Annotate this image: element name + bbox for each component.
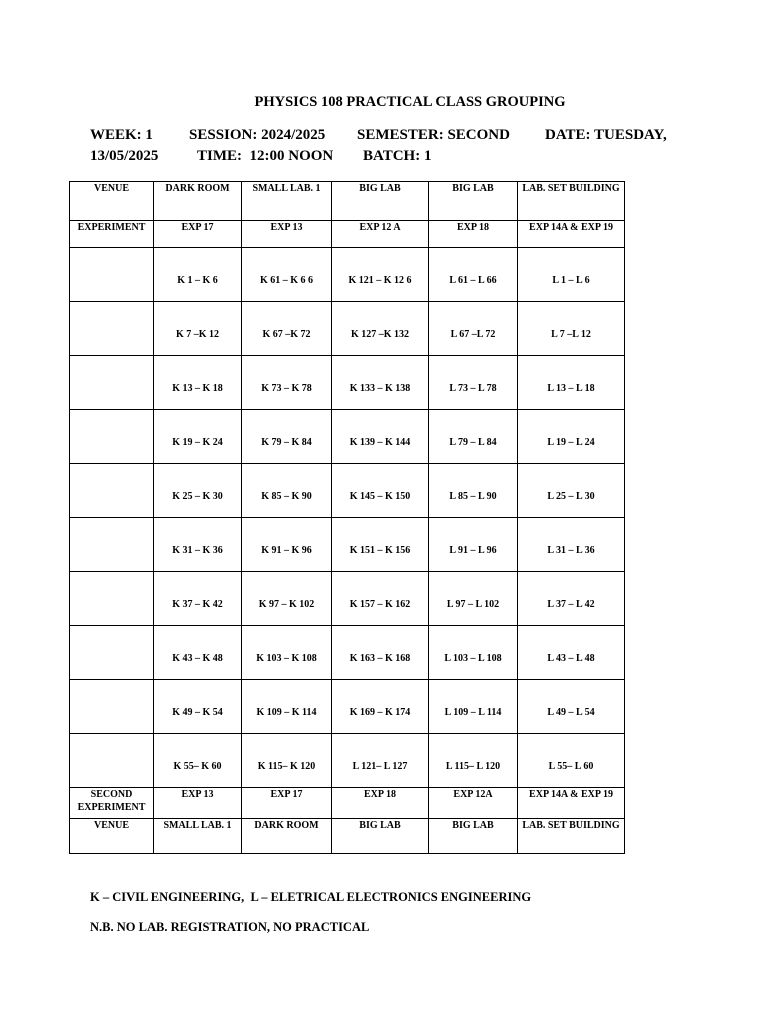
group-cell xyxy=(154,248,242,302)
venue-row xyxy=(70,182,625,221)
group-cell xyxy=(518,734,625,788)
group-cell xyxy=(242,410,332,464)
group-cell xyxy=(154,572,242,626)
group-cell xyxy=(332,518,429,572)
group-range: L 67 –L 72 xyxy=(450,329,496,340)
group-cell xyxy=(154,734,242,788)
group-range: K 133 – K 138 xyxy=(349,383,411,394)
grouping-table xyxy=(69,181,625,854)
empty-cell xyxy=(70,302,154,356)
group-range: L 55– L 60 xyxy=(548,761,594,772)
group-range: K 97 – K 102 xyxy=(258,599,315,610)
group-range: K 121 – K 12 6 xyxy=(348,275,412,286)
second-venue-cell: BIG LAB xyxy=(332,819,429,854)
group-cell xyxy=(154,518,242,572)
venue-cell: BIG LAB xyxy=(332,182,429,221)
group-cell xyxy=(518,464,625,518)
group-range: K 55– K 60 xyxy=(173,761,222,772)
group-range: K 103 – K 108 xyxy=(256,653,317,664)
group-range: K 85 – K 90 xyxy=(261,491,312,502)
group-cell xyxy=(154,464,242,518)
group-range: L 31 – L 36 xyxy=(547,545,595,556)
table-row xyxy=(70,518,625,572)
second-experiment-cell: EXP 12A xyxy=(429,788,518,819)
group-cell xyxy=(242,734,332,788)
group-range: K 49 – K 54 xyxy=(172,707,223,718)
group-range: K 1 – K 6 xyxy=(177,275,218,286)
group-range: L 19 – L 24 xyxy=(547,437,595,448)
group-cell xyxy=(429,626,518,680)
table-row xyxy=(70,572,625,626)
document-title: PHYSICS 108 PRACTICAL CLASS GROUPING xyxy=(254,94,566,110)
time-label: TIME: 12:00 NOON xyxy=(197,148,334,164)
table-row xyxy=(70,734,625,788)
group-range: L 79 – L 84 xyxy=(449,437,497,448)
second-experiment-label-cell: SECOND EXPERIMENT xyxy=(70,788,154,819)
week-label: WEEK: 1 xyxy=(90,127,153,143)
second-venue-cell: BIG LAB xyxy=(429,819,518,854)
second-experiment-cell: EXP 18 xyxy=(332,788,429,819)
group-range: K 91 – K 96 xyxy=(261,545,312,556)
group-range: K 163 – K 168 xyxy=(349,653,411,664)
group-cell xyxy=(332,302,429,356)
empty-cell xyxy=(70,680,154,734)
experiment-cell: EXP 13 xyxy=(242,221,332,248)
table-row xyxy=(70,302,625,356)
second-experiment-row xyxy=(70,788,625,819)
group-range: K 109 – K 114 xyxy=(256,707,317,718)
empty-cell xyxy=(70,464,154,518)
group-range: L 1 – L 6 xyxy=(552,275,590,286)
group-cell xyxy=(429,572,518,626)
table-row xyxy=(70,464,625,518)
group-cell xyxy=(429,356,518,410)
venue-cell: LAB. SET BUILDING xyxy=(518,182,625,221)
experiment-cell: EXP 17 xyxy=(154,221,242,248)
group-range: L 7 –L 12 xyxy=(551,329,591,340)
group-range: K 25 – K 30 xyxy=(172,491,223,502)
batch-label: BATCH: 1 xyxy=(363,148,432,164)
group-range: L 49 – L 54 xyxy=(547,707,595,718)
group-cell xyxy=(332,464,429,518)
group-cell xyxy=(332,572,429,626)
group-cell xyxy=(242,518,332,572)
group-cell xyxy=(154,356,242,410)
group-range: K 37 – K 42 xyxy=(172,599,223,610)
second-experiment-cell: EXP 13 xyxy=(154,788,242,819)
group-range: K 61 – K 6 6 xyxy=(259,275,314,286)
group-range: K 169 – K 174 xyxy=(349,707,411,718)
empty-cell xyxy=(70,356,154,410)
semester-label: SEMESTER: SECOND xyxy=(357,127,510,143)
group-cell xyxy=(242,626,332,680)
group-range: K 79 – K 84 xyxy=(261,437,312,448)
group-cell xyxy=(332,680,429,734)
session-label: SESSION: 2024/2025 xyxy=(189,127,326,143)
group-cell xyxy=(429,410,518,464)
group-cell xyxy=(332,356,429,410)
group-cell xyxy=(518,302,625,356)
second-venue-cell: SMALL LAB. 1 xyxy=(154,819,242,854)
group-cell xyxy=(518,356,625,410)
table-row xyxy=(70,680,625,734)
group-cell xyxy=(154,680,242,734)
group-range: K 157 – K 162 xyxy=(349,599,411,610)
second-venue-label-cell: VENUE xyxy=(70,819,154,854)
group-range: L 103 – L 108 xyxy=(444,653,502,664)
group-range: K 115– K 120 xyxy=(257,761,316,772)
group-range: L 97 – L 102 xyxy=(446,599,500,610)
note-text: N.B. NO LAB. REGISTRATION, NO PRACTICAL xyxy=(90,920,370,934)
group-cell xyxy=(518,626,625,680)
group-range: L 37 – L 42 xyxy=(547,599,595,610)
group-range: L 121– L 127 xyxy=(352,761,408,772)
group-cell xyxy=(242,572,332,626)
group-cell xyxy=(518,410,625,464)
second-experiment-cell: EXP 14A & EXP 19 xyxy=(518,788,625,819)
group-range: L 73 – L 78 xyxy=(449,383,497,394)
group-cell xyxy=(154,626,242,680)
experiment-row xyxy=(70,221,625,248)
group-range: K 7 –K 12 xyxy=(175,329,220,340)
group-cell xyxy=(242,248,332,302)
venue-cell: BIG LAB xyxy=(429,182,518,221)
group-cell xyxy=(518,680,625,734)
group-cell xyxy=(429,734,518,788)
group-range: K 13 – K 18 xyxy=(172,383,223,394)
empty-cell xyxy=(70,572,154,626)
second-venue-cell: LAB. SET BUILDING xyxy=(518,819,625,854)
empty-cell xyxy=(70,518,154,572)
group-cell xyxy=(518,248,625,302)
table-row xyxy=(70,410,625,464)
group-range: K 139 – K 144 xyxy=(349,437,411,448)
empty-cell xyxy=(70,248,154,302)
group-range: K 67 –K 72 xyxy=(262,329,311,340)
legend-text: K – CIVIL ENGINEERING, L – ELETRICAL ELECTRONICS ENGINEERING xyxy=(90,890,532,904)
date-value: 13/05/2025 xyxy=(90,148,159,164)
group-range: K 19 – K 24 xyxy=(172,437,223,448)
group-range: K 151 – K 156 xyxy=(349,545,411,556)
group-cell xyxy=(429,518,518,572)
group-cell xyxy=(242,356,332,410)
experiment-cell: EXP 12 A xyxy=(332,221,429,248)
group-cell xyxy=(332,626,429,680)
group-cell xyxy=(332,734,429,788)
group-range: L 13 – L 18 xyxy=(547,383,595,394)
group-cell xyxy=(154,302,242,356)
group-range: K 127 –K 132 xyxy=(350,329,410,340)
group-range: L 91 – L 96 xyxy=(449,545,497,556)
group-cell xyxy=(518,518,625,572)
group-range: K 145 – K 150 xyxy=(349,491,411,502)
group-cell xyxy=(429,680,518,734)
venue-label-cell: VENUE xyxy=(70,182,154,221)
experiment-cell: EXP 14A & EXP 19 xyxy=(518,221,625,248)
group-cell xyxy=(242,302,332,356)
group-range: K 31 – K 36 xyxy=(172,545,223,556)
group-range: L 43 – L 48 xyxy=(547,653,595,664)
second-venue-cell: DARK ROOM xyxy=(242,819,332,854)
group-range: L 109 – L 114 xyxy=(444,707,502,718)
table-row xyxy=(70,356,625,410)
empty-cell xyxy=(70,734,154,788)
second-experiment-cell: EXP 17 xyxy=(242,788,332,819)
table-row xyxy=(70,626,625,680)
group-range: L 61 – L 66 xyxy=(449,275,497,286)
venue-cell: SMALL LAB. 1 xyxy=(242,182,332,221)
group-range: K 43 – K 48 xyxy=(172,653,223,664)
group-range: L 25 – L 30 xyxy=(547,491,595,502)
group-cell xyxy=(242,464,332,518)
second-venue-row xyxy=(70,819,625,854)
group-cell xyxy=(332,248,429,302)
date-label: DATE: TUESDAY, xyxy=(545,127,667,143)
group-cell xyxy=(429,464,518,518)
group-cell xyxy=(429,302,518,356)
empty-cell xyxy=(70,410,154,464)
group-range: L 115– L 120 xyxy=(445,761,501,772)
venue-cell: DARK ROOM xyxy=(154,182,242,221)
experiment-cell: EXP 18 xyxy=(429,221,518,248)
group-cell xyxy=(429,248,518,302)
group-range: K 73 – K 78 xyxy=(261,383,312,394)
group-range: L 85 – L 90 xyxy=(449,491,497,502)
group-cell xyxy=(154,410,242,464)
empty-cell xyxy=(70,626,154,680)
table-row xyxy=(70,248,625,302)
group-cell xyxy=(518,572,625,626)
group-cell xyxy=(242,680,332,734)
experiment-label-cell: EXPERIMENT xyxy=(70,221,154,248)
group-cell xyxy=(332,410,429,464)
